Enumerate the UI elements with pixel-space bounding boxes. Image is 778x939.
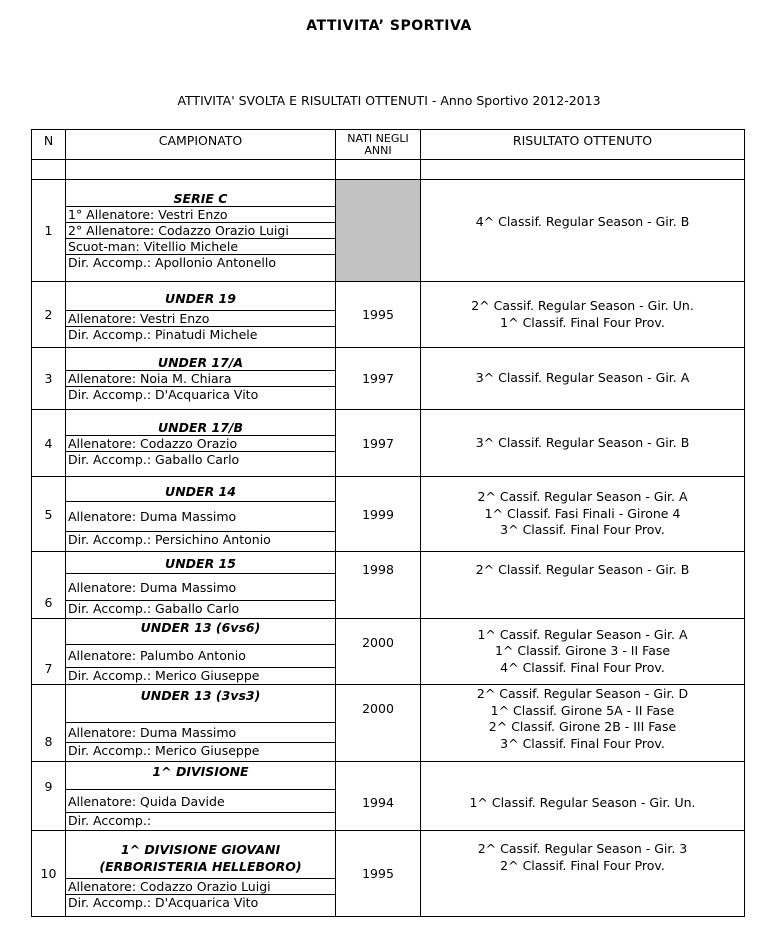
campionato-cell bbox=[66, 477, 336, 552]
category-name: 1^ DIVISIONE bbox=[66, 764, 335, 790]
table-row bbox=[32, 762, 745, 831]
row-number: 4 bbox=[32, 410, 66, 477]
table-row bbox=[32, 282, 745, 348]
result-line: 1^ Classif. Regular Season - Gir. Un. bbox=[469, 795, 696, 810]
campionato-cell bbox=[66, 348, 336, 410]
staff-line: Dir. Accomp.: Gaballo Carlo bbox=[68, 451, 240, 467]
category-name: UNDER 17/A bbox=[66, 355, 335, 371]
year-cell bbox=[336, 180, 421, 282]
result-cell bbox=[421, 762, 745, 831]
result-line: 2^ Classif. Regular Season - Gir. B bbox=[475, 562, 690, 577]
table-row bbox=[32, 552, 745, 619]
category-name: UNDER 13 (6vs6) bbox=[66, 620, 335, 644]
row-number: 3 bbox=[32, 348, 66, 410]
staff-line: Dir. Accomp.: Apollonio Antonello bbox=[68, 255, 277, 270]
year-cell: 1997 bbox=[336, 410, 421, 477]
category-name bbox=[66, 837, 335, 879]
staff-line: 2° Allenatore: Codazzo Orazio Luigi bbox=[66, 223, 335, 239]
row-number: 2 bbox=[32, 282, 66, 348]
campionato-cell bbox=[66, 410, 336, 477]
result-line: 2^ Cassif. Regular Season - Gir. D bbox=[476, 686, 689, 701]
staff-line: Allenatore: Vestri Enzo bbox=[66, 311, 335, 327]
campionato-cell bbox=[66, 180, 336, 282]
staff-line: Dir. Accomp.: D'Acquarica Vito bbox=[68, 387, 259, 402]
table-row bbox=[32, 410, 745, 477]
year-cell: 1998 bbox=[336, 552, 421, 619]
year-cell: 1997 bbox=[336, 348, 421, 410]
result-line: 4^ Classif. Regular Season - Gir. B bbox=[475, 214, 690, 229]
campionato-cell bbox=[66, 619, 336, 685]
staff-line: Allenatore: Noia M. Chiara bbox=[66, 371, 335, 387]
table-row bbox=[32, 831, 745, 917]
result-line: 2^ Classif. Final Four Prov. bbox=[500, 857, 665, 873]
campionato-cell bbox=[66, 762, 336, 831]
staff-line: Dir. Accomp.: Persichino Antonio bbox=[68, 531, 271, 547]
category-name: UNDER 14 bbox=[66, 481, 335, 501]
result-line: 3^ Classif. Regular Season - Gir. B bbox=[475, 434, 690, 450]
table-row bbox=[32, 477, 745, 552]
header-nati-line2: ANNI bbox=[364, 144, 392, 157]
staff-line: Dir. Accomp.: Pinatudi Michele bbox=[68, 327, 258, 343]
result-cell bbox=[421, 552, 745, 619]
row-number: 5 bbox=[32, 477, 66, 552]
row-number: 8 bbox=[32, 685, 66, 762]
staff-line: Dir. Accomp.: bbox=[68, 813, 152, 829]
staff-line: Allenatore: Duma Massimo bbox=[66, 723, 335, 743]
staff-line: Allenatore: Codazzo Orazio bbox=[66, 435, 335, 451]
staff-line: 1° Allenatore: Vestri Enzo bbox=[66, 207, 335, 223]
category-name: UNDER 17/B bbox=[66, 420, 335, 436]
header-nati bbox=[336, 130, 421, 160]
result-line: 1^ Classif. Final Four Prov. bbox=[500, 314, 665, 330]
table-row bbox=[32, 685, 745, 762]
staff-line: Scuot-man: Vitellio Michele bbox=[66, 239, 335, 255]
result-cell bbox=[421, 619, 745, 685]
result-cell bbox=[421, 685, 745, 762]
year-cell: 2000 bbox=[336, 619, 421, 685]
result-line: 1^ Cassif. Regular Season - Gir. A bbox=[477, 626, 688, 642]
table-row bbox=[32, 619, 745, 685]
header-nati-line1: NATI NEGLI bbox=[347, 132, 409, 145]
staff-line: Dir. Accomp.: Gaballo Carlo bbox=[68, 601, 240, 617]
category-name: UNDER 15 bbox=[66, 554, 335, 574]
result-line: 3^ Classif. Regular Season - Gir. A bbox=[475, 370, 690, 386]
result-line: 2^ Cassif. Regular Season - Gir. A bbox=[477, 489, 688, 505]
result-line: 2^ Cassif. Regular Season - Gir. Un. bbox=[471, 298, 694, 313]
header-n: N bbox=[32, 130, 66, 160]
year-cell: 1995 bbox=[336, 831, 421, 917]
campionato-cell bbox=[66, 831, 336, 917]
row-number: 1 bbox=[32, 180, 66, 282]
result-line: 4^ Classif. Final Four Prov. bbox=[500, 659, 665, 675]
result-line: 1^ Classif. Girone 3 - II Fase bbox=[494, 643, 671, 659]
result-line: 2^ Cassif. Regular Season - Gir. 3 bbox=[477, 841, 688, 856]
category-name: UNDER 19 bbox=[66, 287, 335, 311]
staff-line: Dir. Accomp.: Merico Giuseppe bbox=[68, 743, 260, 759]
results-table bbox=[31, 129, 745, 917]
category-name: UNDER 13 (3vs3) bbox=[66, 688, 335, 723]
page-title: ATTIVITA’ SPORTIVA bbox=[306, 18, 472, 34]
result-line: 3^ Classif. Final Four Prov. bbox=[500, 522, 665, 538]
result-cell bbox=[421, 348, 745, 410]
staff-line: Allenatore: Duma Massimo bbox=[66, 574, 335, 601]
result-cell bbox=[421, 410, 745, 477]
category-line: 1^ DIVISIONE GIOVANI bbox=[120, 841, 281, 857]
campionato-cell bbox=[66, 552, 336, 619]
staff-line: Dir. Accomp.: Merico Giuseppe bbox=[68, 667, 260, 683]
header-risultato: RISULTATO OTTENUTO bbox=[421, 130, 745, 160]
result-cell bbox=[421, 477, 745, 552]
staff-line: Allenatore: Codazzo Orazio Luigi bbox=[66, 879, 335, 895]
table-row bbox=[32, 348, 745, 410]
staff-line: Allenatore: Quida Davide bbox=[66, 790, 335, 813]
year-cell: 1995 bbox=[336, 282, 421, 348]
category-line: (ERBORISTERIA HELLEBORO) bbox=[99, 858, 302, 874]
category-name: SERIE C bbox=[66, 191, 335, 207]
table-row bbox=[32, 180, 745, 282]
staff-line: Allenatore: Palumbo Antonio bbox=[66, 644, 335, 667]
year-cell: 1994 bbox=[336, 762, 421, 831]
row-number: 6 bbox=[32, 552, 66, 619]
result-line: 1^ Classif. Fasi Finali - Girone 4 bbox=[484, 505, 681, 521]
campionato-cell bbox=[66, 282, 336, 348]
result-line: 3^ Classif. Final Four Prov. bbox=[500, 735, 665, 751]
header-row bbox=[32, 130, 745, 160]
year-cell: 2000 bbox=[336, 685, 421, 762]
row-number: 9 bbox=[32, 762, 66, 831]
result-cell bbox=[421, 180, 745, 282]
staff-line: Dir. Accomp.: D'Acquarica Vito bbox=[68, 895, 259, 911]
year-cell: 1999 bbox=[336, 477, 421, 552]
header-campionato: CAMPIONATO bbox=[66, 130, 336, 160]
staff-line: Allenatore: Duma Massimo bbox=[66, 501, 335, 531]
campionato-cell bbox=[66, 685, 336, 762]
result-line: 1^ Classif. Girone 5A - II Fase bbox=[490, 702, 675, 718]
result-line: 2^ Classif. Girone 2B - III Fase bbox=[488, 719, 677, 734]
row-number: 10 bbox=[32, 831, 66, 917]
spacer-row bbox=[32, 160, 745, 180]
page-subtitle: ATTIVITA' SVOLTA E RISULTATI OTTENUTI - Anno Sportivo 2012-2013 bbox=[177, 93, 601, 108]
result-cell bbox=[421, 831, 745, 917]
row-number: 7 bbox=[32, 619, 66, 685]
result-cell bbox=[421, 282, 745, 348]
